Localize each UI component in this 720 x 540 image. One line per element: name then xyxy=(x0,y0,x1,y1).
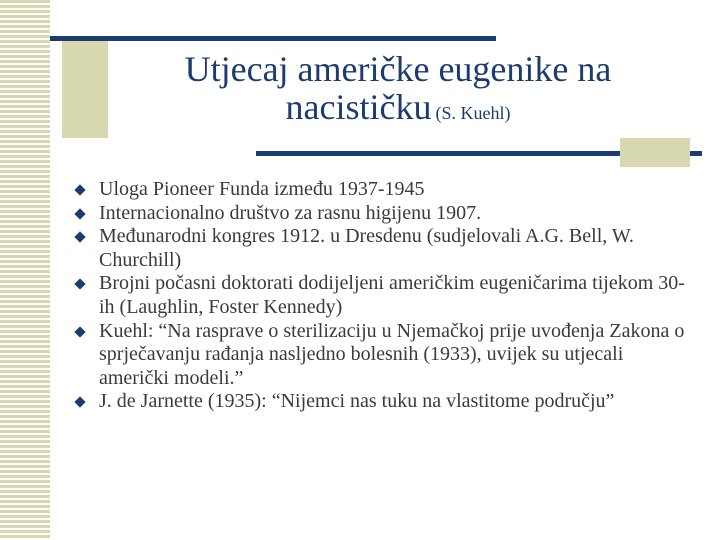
bottom-decor-block xyxy=(620,138,690,167)
diamond-bullet-icon xyxy=(74,326,85,337)
title-line-1: Utjecaj američke eugenike na xyxy=(184,49,612,89)
diamond-bullet-icon xyxy=(74,397,85,408)
bullet-text: Internacionalno društvo za rasnu higijenu 1907. xyxy=(99,201,482,224)
title-line-2: nacističku xyxy=(285,87,432,127)
title-citation: (S. Kuehl) xyxy=(435,103,511,123)
left-stripe-decoration xyxy=(0,0,50,540)
bullet-text: Kuehl: “Na rasprave o sterilizaciju u Njemačkoj prije uvođenja Zakona o sprječavanju rađanja nasljedno bolesnih (1933), uvijek su utjecali američki modeli.” xyxy=(99,319,685,389)
diamond-bullet-icon xyxy=(74,232,85,243)
diamond-bullet-icon xyxy=(74,184,85,195)
bullet-text: Brojni počasni doktorati dodijeljeni američkim eugeničarima tijekom 30-ih (Laughlin, Foster Kennedy) xyxy=(99,272,685,318)
list-item xyxy=(76,320,696,391)
list-item xyxy=(76,225,696,272)
bullet-text: Međunarodni kongres 1912. u Dresdenu (sudjelovali A.G. Bell, W. Churchill) xyxy=(99,225,634,271)
title-top-rule xyxy=(50,36,496,41)
list-item xyxy=(76,202,696,226)
diamond-bullet-icon xyxy=(74,208,85,219)
bullet-list xyxy=(76,178,696,414)
bullet-text: J. de Jarnette (1935): “Nijemci nas tuku na vlastitome području” xyxy=(99,390,615,413)
diamond-bullet-icon xyxy=(74,279,85,290)
bullet-text: Uloga Pioneer Funda između 1937-1945 xyxy=(99,178,425,200)
title-decor-block xyxy=(62,38,108,138)
slide-title xyxy=(118,50,678,134)
list-item xyxy=(76,272,696,319)
list-item xyxy=(76,390,696,414)
list-item xyxy=(76,178,696,202)
